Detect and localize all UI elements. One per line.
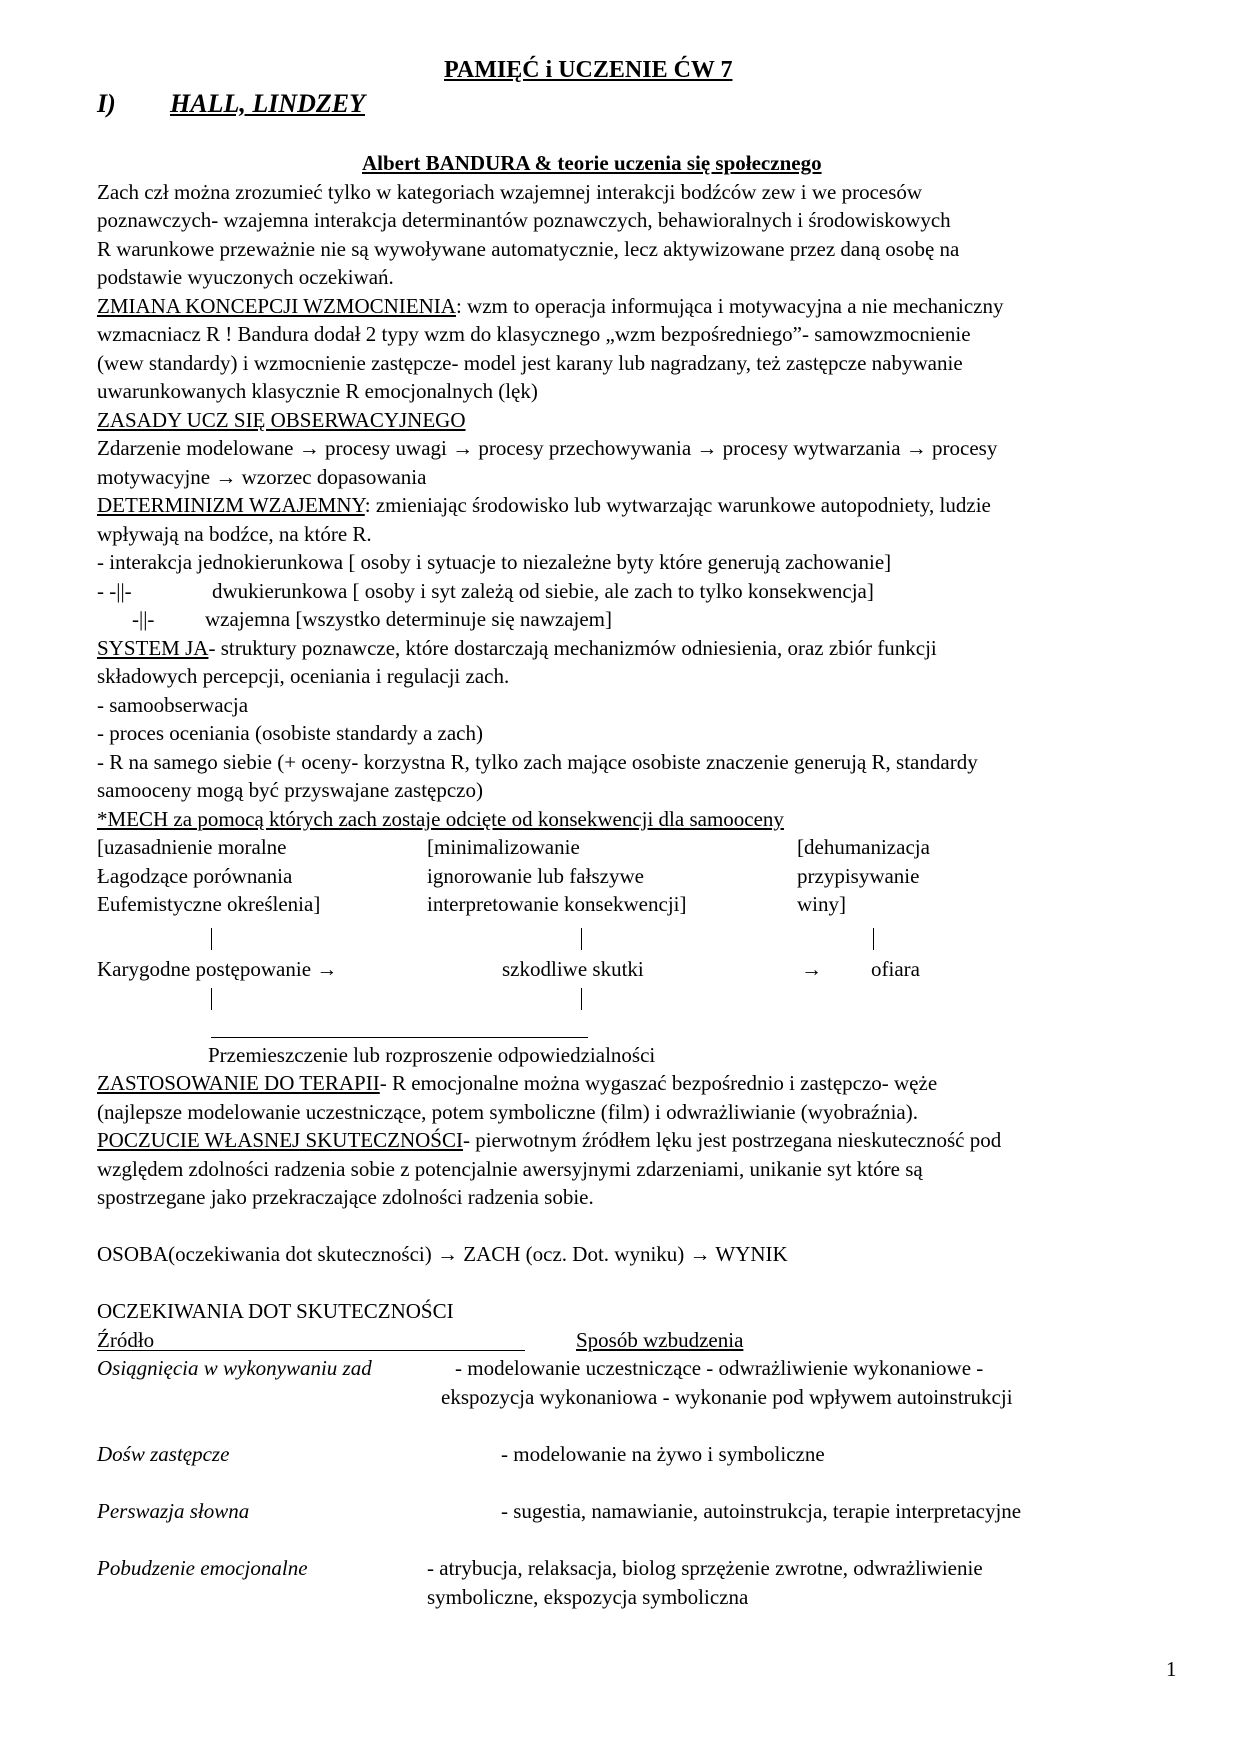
determ-text: : zmieniając środowisko lub wytwarzając warunkowe autopodniety, ludzie xyxy=(364,493,991,517)
connector-line xyxy=(211,988,212,1010)
interakcja-ditto: - -||- xyxy=(97,579,132,603)
system-line xyxy=(97,634,937,662)
flow-arrow: → xyxy=(801,957,822,981)
terapia-heading: ZASTOSOWANIE DO TERAPII xyxy=(97,1071,380,1095)
intro-line: R warunkowe przeważnie nie są wywoływane automatycznie, lecz aktywizowane przez daną osobę na xyxy=(97,237,960,261)
interakcja-line: - interakcja jednokierunkowa [ osoby i sytuacje to niezależne byty które generują zachowanie] xyxy=(97,550,892,574)
zmiana-text: : wzm to operacja informująca i motywacyjna a nie mechaniczny xyxy=(455,294,1004,318)
intro-line: Zach czł można zrozumieć tylko w kategoriach wzajemnej interakcji bodźców zew i we procesów xyxy=(97,180,923,204)
connector-line xyxy=(581,988,582,1010)
system-line: składowych percepcji, oceniania i regulacji zach. xyxy=(97,664,510,688)
interakcja-ditto: -||- xyxy=(132,607,155,631)
mech-heading: *MECH za pomocą których zach zostaje odcięte od konsekwencji dla samooceny xyxy=(97,807,784,831)
terapia-line xyxy=(97,1069,937,1097)
poczucie-text: - pierwotnym źródłem lęku jest postrzegana nieskuteczność pod xyxy=(462,1128,1002,1152)
zasady-line: Zdarzenie modelowane → procesy uwagi → procesy przechowywania → procesy wytwarzania → procesy xyxy=(97,436,998,460)
flow-step: Karygodne postępowanie → xyxy=(97,957,338,981)
mech-item: [dehumanizacja xyxy=(797,835,930,859)
subtitle: Albert BANDURA & teorie uczenia się społecznego xyxy=(362,151,822,175)
mech-item: przypisywanie xyxy=(797,864,920,888)
page-number: 1 xyxy=(1166,1657,1177,1681)
connector-line xyxy=(873,928,874,950)
terapia-text: - R emocjonalne można wygaszać bezpośrednio i zastępczo- węże xyxy=(379,1071,938,1095)
connector-line xyxy=(581,928,582,950)
table-row-ways: - atrybucja, relaksacja, biolog sprzężenie zwrotne, odwrażliwienie xyxy=(427,1556,983,1580)
table-row-source: Osiągnięcia w wykonywaniu zad xyxy=(97,1356,372,1380)
determ-heading: DETERMINIZM WZAJEMNY xyxy=(97,493,365,517)
mech-item: winy] xyxy=(797,892,846,916)
table-row-ways: symboliczne, ekspozycja symboliczna xyxy=(427,1585,749,1609)
table-row-ways: ekspozycja wykonaniowa - wykonanie pod wpływem autoinstrukcji xyxy=(441,1385,1013,1409)
system-line: - proces oceniania (osobiste standardy a zach) xyxy=(97,721,483,745)
table-row-source: Pobudzenie emocjonalne xyxy=(97,1556,308,1580)
determ-line: wpływają na bodźce, na które R. xyxy=(97,522,372,546)
system-text: - struktury poznawcze, które dostarczają mechanizmów odniesienia, oraz zbiór funkcji xyxy=(208,636,937,660)
system-line: - R na samego siebie (+ oceny- korzystna R, tylko zach mające osobiste znaczenie generują R, standardy xyxy=(97,750,978,774)
interakcja-line: wzajemna [wszystko determinuje się nawzajem] xyxy=(205,607,613,631)
table-row-ways: - modelowanie na żywo i symboliczne xyxy=(501,1442,825,1466)
zmiana-line: uwarunkowanych klasycznie R emocjonalnych (lęk) xyxy=(97,379,538,403)
table-header-ways: Sposób wzbudzenia xyxy=(576,1328,744,1352)
zmiana-line: (wew standardy) i wzmocnienie zastępcze- model jest karany lub nagradzany, też zastępcze nabywanie xyxy=(97,351,963,375)
terapia-line: (najlepsze modelowanie uczestniczące, potem symboliczne (film) i odwrażliwianie (wyobraźnia). xyxy=(97,1100,918,1124)
flow-step: szkodliwe skutki xyxy=(502,957,644,981)
table-row-ways: - sugestia, namawianie, autoinstrukcja, terapie interpretacyjne xyxy=(501,1499,1022,1523)
flow-step: ofiara xyxy=(871,957,920,981)
zmiana-line xyxy=(97,292,1003,320)
osoba-line: OSOBA(oczekiwania dot skuteczności) → ZACH (ocz. Dot. wyniku) → WYNIK xyxy=(97,1242,788,1266)
table-row-ways: - modelowanie uczestniczące - odwrażliwienie wykonaniowe - xyxy=(455,1356,984,1380)
system-line: - samoobserwacja xyxy=(97,693,249,717)
document-title: PAMIĘĆ i UCZENIE ĆW 7 xyxy=(444,57,733,83)
section-title: HALL, LINDZEY xyxy=(170,89,365,118)
poczucie-line: spostrzegane jako przekraczające zdolności radzenia sobie. xyxy=(97,1185,594,1209)
poczucie-heading: POCZUCIE WŁASNEJ SKUTECZNOŚCI xyxy=(97,1128,463,1152)
oczekiwania-heading: OCZEKIWANIA DOT SKUTECZNOŚCI xyxy=(97,1299,454,1323)
zasady-line: motywacyjne → wzorzec dopasowania xyxy=(97,465,427,489)
table-row-source: Dośw zastępcze xyxy=(97,1442,230,1466)
mech-item: interpretowanie konsekwencji] xyxy=(427,892,687,916)
determ-line xyxy=(97,491,991,519)
zmiana-line: wzmacniacz R ! Bandura dodał 2 typy wzm do klasycznego „wzm bezpośredniego”- samowzmocnienie xyxy=(97,322,971,346)
poczucie-line xyxy=(97,1126,1001,1154)
przemieszczenie: Przemieszczenie lub rozproszenie odpowiedzialności xyxy=(208,1043,656,1067)
connector-line xyxy=(211,928,212,950)
mech-item: Eufemistyczne określenia] xyxy=(97,892,321,916)
interakcja-line: dwukierunkowa [ osoby i syt zależą od siebie, ale zach to tylko konsekwencja] xyxy=(212,579,874,603)
zmiana-heading: ZMIANA KONCEPCJI WZMOCNIENIA xyxy=(97,294,456,318)
intro-line: poznawczych- wzajemna interakcja determinantów poznawczych, behawioralnych i środowiskowych xyxy=(97,208,951,232)
table-header-source: Źródło xyxy=(97,1328,155,1352)
mech-item: ignorowanie lub fałszywe xyxy=(427,864,644,888)
table-row-source: Perswazja słowna xyxy=(97,1499,250,1523)
system-line: samooceny mogą być przyswajane zastępczo) xyxy=(97,778,483,802)
mech-item: Łagodzące porównania xyxy=(97,864,293,888)
header-underline xyxy=(97,1350,525,1351)
system-heading: SYSTEM JA xyxy=(97,636,209,660)
connector-line xyxy=(211,1037,588,1038)
mech-item: [minimalizowanie xyxy=(427,835,580,859)
mech-item: [uzasadnienie moralne xyxy=(97,835,287,859)
section-number: I) xyxy=(97,89,116,118)
poczucie-line: względem zdolności radzenia sobie z potencjalnie awersyjnymi zdarzeniami, unikanie syt które są xyxy=(97,1157,923,1181)
intro-line: podstawie wyuczonych oczekiwań. xyxy=(97,265,394,289)
zasady-heading: ZASADY UCZ SIĘ OBSERWACYJNEGO xyxy=(97,408,466,432)
